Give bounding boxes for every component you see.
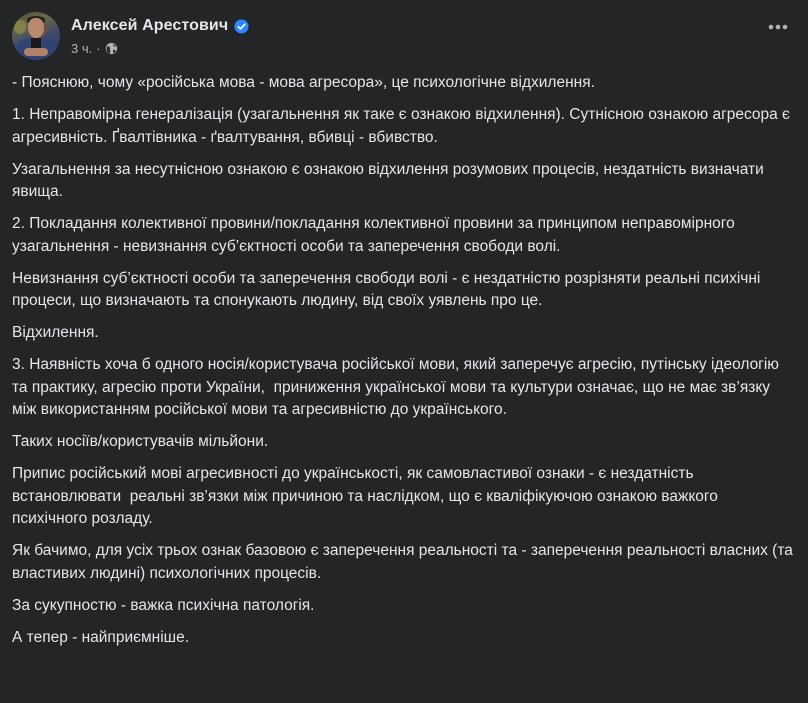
post-paragraph: Таких носіїв/користувачів мільйони. [12, 433, 269, 450]
avatar-background-plant [14, 20, 26, 34]
post-paragraph: Відхилення. [12, 324, 99, 341]
verified-badge-icon [234, 19, 249, 34]
post-text [12, 72, 796, 659]
post-paragraph: За сукупностю - важка психічна патологія. [12, 596, 315, 614]
author-avatar[interactable] [12, 12, 60, 60]
author-name-link[interactable]: Алексей Арестович [71, 17, 229, 34]
globe-icon[interactable] [105, 42, 118, 55]
post-paragraph: 3. Наявність хоча б одного носія/користувача російської мови, який заперечує агресію, путінську ідеологію та практику, агресію проти України, приниження української мови та культури означає, що не має зв’язку між використанням російської мови та агресивністю до українського. [12, 356, 784, 418]
avatar-hands [24, 48, 48, 56]
post-sub-info [71, 40, 249, 56]
post-paragraph: Як бачимо, для усіх трьох ознак базовою є заперечення реальності та - заперечення реальності власних (та властивих людині) психологічних процесів. [12, 542, 798, 582]
avatar-face [28, 18, 44, 38]
post-paragraph: 1. Неправомірна генералізація (узагальнення як таке є ознакою відхилення). Сутнісною ознакою агресора є агресивність. Ґвалтівника - ґвалтування, вбивці - вбивство. [12, 106, 795, 146]
post-paragraph: Узагальнення за несутнісною ознакою є ознакою відхилення розумових процесів, нездатність визначати явища. [12, 160, 769, 200]
post-paragraph: Невизнання суб’єктності особи та заперечення свободи волі - є нездатністю розрізняти реальні психічні процеси, що визначають та спонукають людину, від своїх уявлень про це. [12, 269, 765, 309]
post-paragraph: 2. Покладання колективної провини/покладання колективної провини за принципом неправомірного узагальнення - невизнання суб’єктності особи та заперечення свободи волі. [12, 215, 740, 255]
post-paragraph: Припис російський мові агресивності до українськості, як самовластивої ознаки - є нездатність встановлювати реальні зв’язки між причиною та наслідком, що є кваліфікуючою ознакою важкого психічного розладу. [12, 465, 723, 527]
more-horizontal-icon [768, 17, 788, 35]
post-meta [71, 16, 249, 56]
post-timestamp-link[interactable]: 3 ч. [71, 40, 93, 56]
author-row [71, 16, 249, 36]
post-header [12, 8, 796, 64]
meta-separator: · [96, 40, 101, 56]
post-paragraph: - Пояснюю, чому «російська мова - мова агресора», це психологічне відхилення. [12, 74, 595, 91]
post-paragraph: А тепер - найприємніше. [12, 628, 190, 646]
post-options-button[interactable] [760, 8, 796, 44]
